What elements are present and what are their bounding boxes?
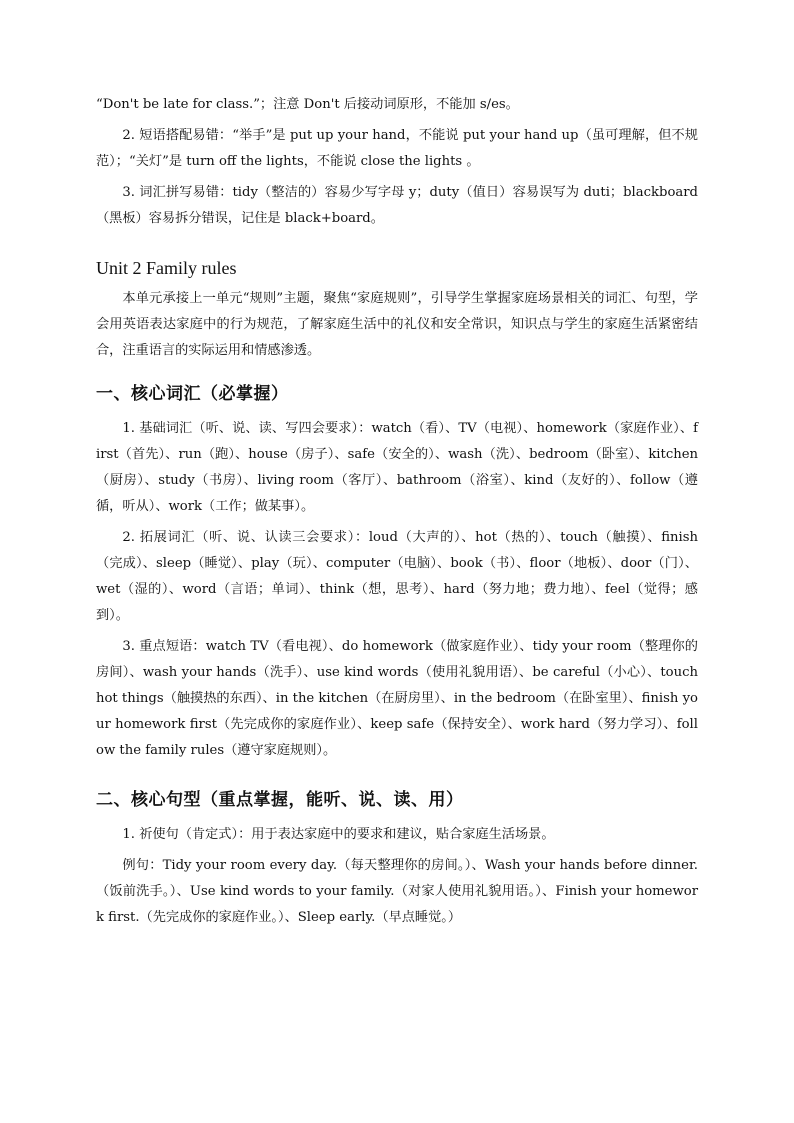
section-title-vocabulary: 一、核心词汇（必掌握） bbox=[96, 384, 289, 404]
example-sentences-paragraph: 例句：Tidy your room every day.（每天整理你的房间。）、Wash your hands before dinner.（饭前洗手。）、Use kind words to your family.（对家人使用礼貌用语。）、Finish your homework first.（先完成你的家庭作业。）、Sleep early.（早点睡觉。） bbox=[96, 858, 698, 925]
rule-example-paragraph: “Don't be late for class.”；注意 Don't 后接动词原形，不能加 s/es。 bbox=[96, 97, 519, 112]
unit-title: Unit 2 Family rules bbox=[96, 258, 237, 278]
phrase-error-paragraph: 2. 短语搭配易错：“举手”是 put up your hand，不能说 put your hand up（虽可理解，但不规范）；“关灯”是 turn off the lights，不能说 close the lights 。 bbox=[96, 128, 698, 169]
document-page bbox=[96, 92, 698, 931]
basic-vocabulary-paragraph: 1. 基础词汇（听、说、读、写四会要求）：watch（看）、TV（电视）、homework（家庭作业）、first（首先）、run（跑）、house（房子）、safe（安全的）、wash（洗）、bedroom（卧室）、kitchen（厨房）、study（书房）、living room（客厅）、bathroom（浴室）、kind（友好的）、follow（遵循，听从）、work（工作；做某事）。 bbox=[96, 421, 698, 514]
section-title-sentence-patterns: 二、核心句型（重点掌握，能听、说、读、用） bbox=[96, 790, 464, 810]
key-phrases-paragraph: 3. 重点短语：watch TV（看电视）、do homework（做家庭作业）、tidy your room（整理你的房间）、wash your hands（洗手）、use kind words（使用礼貌用语）、be careful（小心）、touch hot things（触摸热的东西）、in the kitchen（在厨房里）、in the bedroom（在卧室里）、finish your homework first（先完成你的家庭作业）、keep safe（保持安全）、work hard（努力学习）、follow the family rules（遵守家庭规则）。 bbox=[96, 639, 698, 758]
unit-intro-paragraph: 本单元承接上一单元“规则”主题，聚焦“家庭规则”，引导学生掌握家庭场景相关的词汇、句型，学会用英语表达家庭中的行为规范，了解家庭生活中的礼仪和安全常识，知识点与学生的家庭生活紧密结合，注重语言的实际运用和情感渗透。 bbox=[96, 291, 698, 358]
imperative-sentence-paragraph: 1. 祈使句（肯定式）：用于表达家庭中的要求和建议，贴合家庭生活场景。 bbox=[122, 827, 555, 842]
spelling-error-paragraph: 3. 词汇拼写易错：tidy（整洁的）容易少写字母 y；duty（值日）容易误写为 duti；blackboard（黑板）容易拆分错误，记住是 black+board。 bbox=[96, 185, 698, 226]
extended-vocabulary-paragraph: 2. 拓展词汇（听、说、认读三会要求）：loud（大声的）、hot（热的）、touch（触摸）、finish（完成）、sleep（睡觉）、play（玩）、computer（电脑）、book（书）、floor（地板）、door（门）、wet（湿的）、word（言语；单词）、think（想，思考）、hard（努力地；费力地）、feel（觉得；感到）。 bbox=[96, 530, 698, 623]
